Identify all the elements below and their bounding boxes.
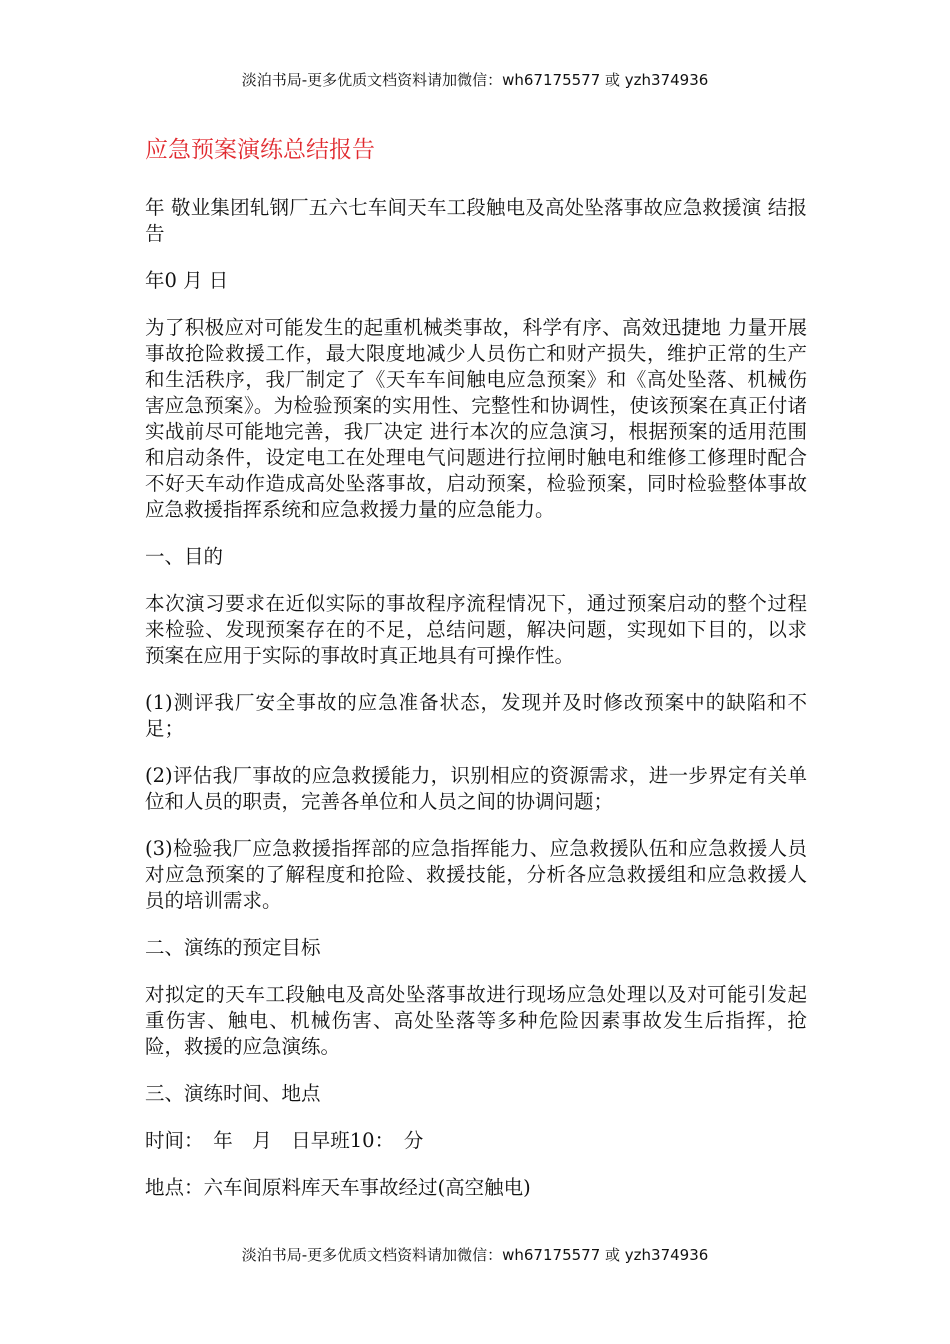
section-heading-time-place: 三、演练时间、地点 [145, 1082, 321, 1105]
purpose-paragraph: 本次演习要求在近似实际的事故程序流程情况下，通过预案启动的整个过程来检验、发现预案存在的不足，总结问题，解决问题，实现如下目的，以求预案在应用于实际的事故时真正地具有可操作性。 [145, 592, 807, 667]
section-heading-goals: 二、演练的预定目标 [145, 936, 321, 959]
purpose-item-3: (3)检验我厂应急救援指挥部的应急指挥能力、应急救援队伍和应急救援人员对应急预案的了解程度和抢险、救援技能，分析各应急救援组和应急救援人员的培训需求。 [145, 837, 807, 912]
place-line: 地点：六车间原料库天车事故经过(高空触电) [145, 1176, 531, 1199]
document-subtitle: 年 敬业集团轧钢厂五六七车间天车工段触电及高处坠落事故应急救援演 结报告 [145, 196, 807, 245]
intro-paragraph: 为了积极应对可能发生的起重机械类事故，科学有序、高效迅捷地 力量开展事故抢险救援工作，最大限度地减少人员伤亡和财产损失，维护正常的生产和生活秩序，我厂制定了《天车车间触电应急预案》和《高处坠落、机械伤害应急预案》。为检验预案的实用性、完整性和协调性，使该预案在真正付诸实战前尽可能地完善，我厂决定 进行本次的应急演习，根据预案的适用范围和启动条件，设定电工在处理电气问题进行拉闸时触电和维修工修理时配合不好天车动作造成高处坠落事故，启动预案，检验预案，同时检验整体事故应急救援指挥系统和应急救援力量的应急能力。 [145, 316, 807, 521]
document-body [145, 134, 807, 1222]
purpose-item-1: (1)测评我厂安全事故的应急准备状态，发现并及时修改预案中的缺陷和不足； [145, 691, 807, 740]
purpose-item-2: (2)评估我厂事故的应急救援能力，识别相应的资源需求，进一步界定有关单位和人员的职责，完善各单位和人员之间的协调问题； [145, 764, 807, 813]
time-line: 时间： 年 月 日早班10： 分 [145, 1129, 424, 1152]
header-watermark: 淡泊书局-更多优质文档资料请加微信：wh67175577 或 yzh374936 [241, 71, 709, 89]
goals-paragraph: 对拟定的天车工段触电及高处坠落事故进行现场应急处理以及对可能引发起重伤害、触电、机械伤害、高处坠落等多种危险因素事故发生后指挥，抢险，救援的应急演练。 [145, 983, 807, 1058]
document-title: 应急预案演练总结报告 [145, 137, 375, 163]
footer-watermark: 淡泊书局-更多优质文档资料请加微信：wh67175577 或 yzh374936 [241, 1246, 709, 1264]
date-line: 年0 月 日 [145, 269, 229, 292]
section-heading-purpose: 一、目的 [145, 545, 224, 568]
